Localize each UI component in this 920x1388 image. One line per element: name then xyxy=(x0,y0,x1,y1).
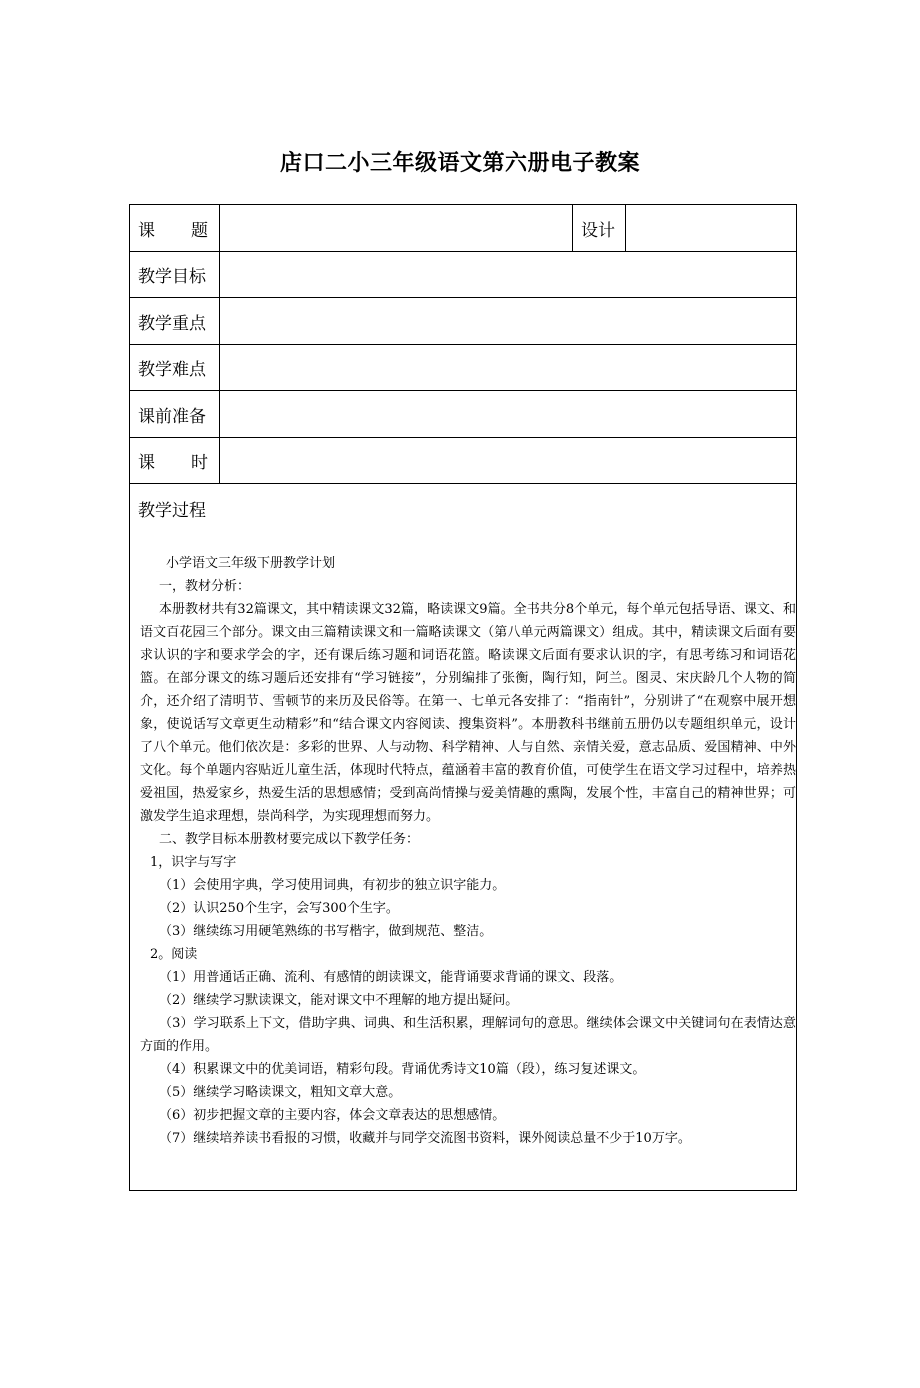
difficulty-label: 教学难点 xyxy=(130,345,220,391)
process-content xyxy=(140,552,796,1150)
list-item: （1）用普通话正确、流利、有感情的朗读课文，能背诵要求背诵的课文、段落。 xyxy=(159,970,623,985)
goal-label: 教学目标 xyxy=(130,252,220,298)
list-item: （4）积累课文中的优美词语，精彩句段。背诵优秀诗文10篇（段），练习复述课文。 xyxy=(159,1062,646,1077)
list-item: （2）认识250个生字，会写300个生字。 xyxy=(159,901,399,916)
list-item: （3）学习联系上下文，借助字典、词典、和生活积累，理解词句的意思。继续体会课文中关键词句在表情达意方面的作用。 xyxy=(140,1016,796,1054)
lesson-plan-table xyxy=(129,204,797,1191)
preparation-field[interactable] xyxy=(220,391,796,438)
list-item: （1）会使用字典，学习使用词典，有初步的独立识字能力。 xyxy=(159,878,506,893)
difficulty-field[interactable] xyxy=(220,345,796,391)
key-point-field[interactable] xyxy=(220,298,796,345)
preparation-label: 课前准备 xyxy=(130,391,220,438)
class-hours-label: 课 时 xyxy=(130,438,220,484)
plan-heading: 小学语文三年级下册教学计划 xyxy=(166,556,336,571)
sub-heading: 2。阅读 xyxy=(150,947,198,962)
list-item: （7）继续培养读书看报的习惯，收藏并与同学交流图书资料，课外阅读总量不少于10万字。 xyxy=(159,1131,691,1146)
list-item: （6）初步把握文章的主要内容，体会文章表达的思想感情。 xyxy=(159,1108,506,1123)
design-label: 设计 xyxy=(573,205,626,252)
process-label: 教学过程 xyxy=(138,501,206,521)
design-field[interactable] xyxy=(626,205,796,252)
key-point-label: 教学重点 xyxy=(130,298,220,345)
paragraph: 本册教材共有32篇课文，其中精读课文32篇，略读课文9篇。全书共分8个单元，每个单元包括导语、课文、和语文百花园三个部分。课文由三篇精读课文和一篇略读课文（第八单元两篇课文）组成。其中，精读课文后面有要求认识的字和要求学会的字，还有课后练习题和词语花篮。略读课文后面有要求认识的字，有思考练习和词语花篮。在部分课文的练习题后还安排有“学习链接”，分别编排了张衡，陶行知，阿兰。图灵、宋庆龄几个人物的简介，还介绍了清明节、雪顿节的来历及民俗等。在第一、七单元各安排了：“指南针”，分别讲了“在观察中展开想象，使说话写文章更生动精彩”和“结合课文内容阅读、搜集资料”。本册教科书继前五册仍以专题组织单元，设计了八个单元。他们依次是：多彩的世界、人与动物、科学精神、人与自然、亲情关爱，意志品质、爱国精神、中外文化。每个单题内容贴近儿童生活，体现时代特点，蕴涵着丰富的教育价值，可使学生在语文学习过程中，培养热爱祖国，热爱家乡，热爱生活的思想感情；受到高尚情操与爱美情趣的熏陶，发展个性，丰富自己的精神世界；可激发学生追求理想，崇尚科学，为实现理想而努力。 xyxy=(140,602,796,824)
page-title: 店口二小三年级语文第六册电子教案 xyxy=(279,151,640,176)
section-heading: 一，教材分析： xyxy=(159,579,251,594)
sub-heading: 1，识字与写字 xyxy=(150,855,237,870)
goal-field[interactable] xyxy=(220,252,796,298)
list-item: （2）继续学习默读课文，能对课文中不理解的地方提出疑问。 xyxy=(159,993,519,1008)
topic-field[interactable] xyxy=(220,205,573,252)
section-heading: 二、教学目标本册教材要完成以下教学任务： xyxy=(159,832,420,847)
list-item: （5）继续学习略读课文，粗知文章大意。 xyxy=(159,1085,402,1100)
class-hours-field[interactable] xyxy=(220,438,796,484)
list-item: （3）继续练习用硬笔熟练的书写楷字，做到规范、整洁。 xyxy=(159,924,493,939)
topic-label: 课 题 xyxy=(130,205,220,252)
teaching-process-section xyxy=(130,484,796,1190)
